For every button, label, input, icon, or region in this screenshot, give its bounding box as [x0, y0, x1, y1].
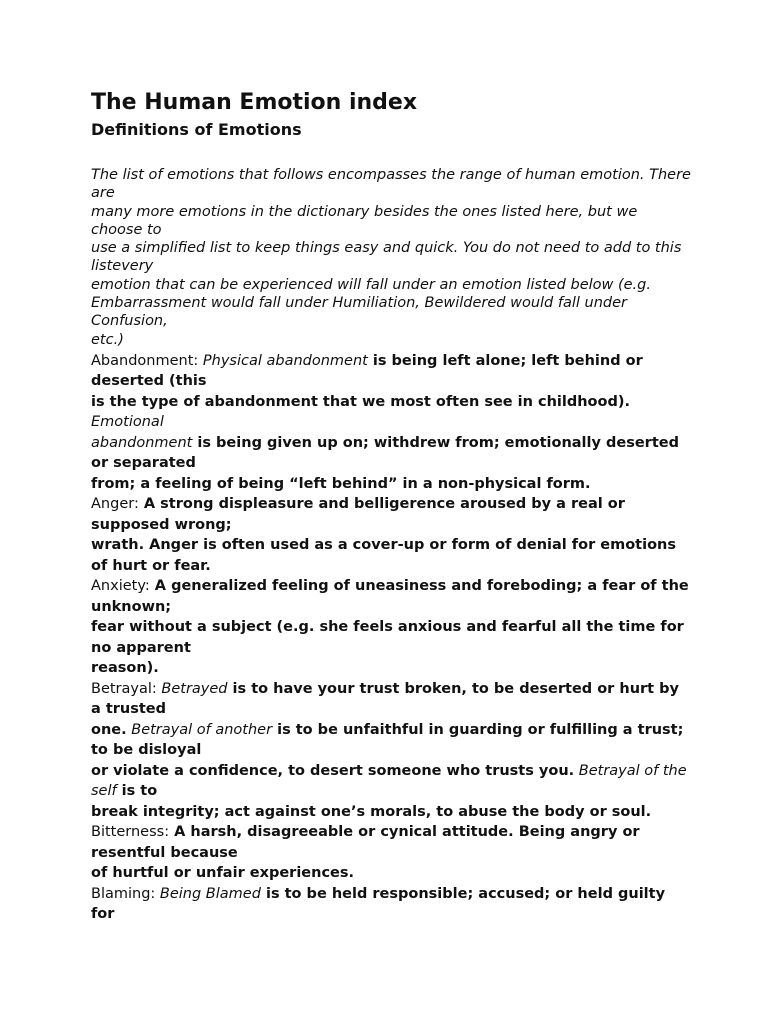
italic-phrase: Physical abandonment — [202, 352, 368, 369]
intro-line: etc.) — [91, 331, 124, 348]
definition-text: is the type of abandonment that we most often see in childhood). — [91, 393, 630, 410]
definition-text: A harsh, disagreeable or cynical attitude. Being angry or resentful because — [91, 824, 640, 861]
emotion-term: Anger: — [91, 496, 139, 513]
entry-line — [91, 576, 691, 617]
definition-text: is to — [116, 783, 158, 800]
definition-text: one. — [91, 721, 127, 738]
definition-text: A strong displeasure and belligerence aroused by a real or supposed wrong; — [91, 496, 625, 533]
intro-line: many more emotions in the dictionary besides the ones listed here, but we choose to — [91, 203, 638, 238]
document-subtitle: Definitions of Emotions — [91, 120, 302, 139]
entry-line — [91, 679, 691, 720]
definition-text: is to be unfaithful in guarding or fulfilling a trust; to be disloyal — [91, 721, 684, 759]
entry-line — [91, 761, 691, 802]
italic-phrase: Betrayal of the self — [91, 762, 687, 800]
emotion-definitions-list — [91, 351, 691, 925]
emotion-entry — [91, 822, 691, 884]
emotion-entry — [91, 494, 691, 576]
intro-line: The list of emotions that follows encompasses the range of human emotion. There are — [91, 167, 691, 202]
italic-phrase: Being Blamed — [159, 885, 261, 902]
document-title: The Human Emotion index — [91, 90, 418, 115]
italic-phrase: abandonment — [91, 434, 193, 451]
emotion-entry — [91, 351, 691, 495]
definition-text: is to be held responsible; accused; or held guilty for — [91, 885, 666, 923]
entry-line — [91, 884, 691, 925]
entry-line — [91, 351, 691, 392]
entry-line — [91, 535, 691, 576]
emotion-term: Abandonment: — [91, 352, 199, 369]
emotion-entry — [91, 679, 691, 823]
italic-phrase: Emotional — [91, 414, 164, 431]
entry-line — [91, 658, 691, 679]
definition-text: or violate a confidence, to desert someone who trusts you. — [91, 762, 575, 779]
emotion-term: Blaming: — [91, 885, 156, 902]
entry-line — [91, 720, 691, 761]
definition-text: A generalized feeling of uneasiness and foreboding; a fear of the unknown; — [91, 578, 689, 615]
italic-phrase: Betrayal of another — [126, 721, 273, 738]
document-page — [91, 88, 691, 925]
entry-line — [91, 392, 691, 433]
emotion-term: Anxiety: — [91, 578, 150, 595]
emotion-entry — [91, 576, 691, 679]
definition-text: wrath. Anger is often used as a cover-up or form of denial for emotions of hurt or fear. — [91, 537, 676, 574]
intro-line: Embarrassment would fall under Humiliation, Bewildered would fall under Confusion, — [91, 295, 627, 330]
emotion-entry — [91, 884, 691, 925]
definition-text: is to have your trust broken, to be deserted or hurt by a trusted — [91, 680, 679, 718]
definition-text: is being given up on; withdrew from; emotionally deserted or separated — [91, 434, 679, 472]
entry-line — [91, 494, 691, 535]
entry-line — [91, 863, 691, 884]
definition-text: from; a feeling of being “left behind” in a non-physical form. — [91, 475, 591, 492]
intro-line: use a simplified list to keep things easy and quick. You do not need to add to this listevery — [91, 240, 682, 275]
definition-text: reason). — [91, 660, 159, 677]
definition-text: is being left alone; left behind or deserted (this — [91, 352, 643, 390]
definition-text: break integrity; act against one’s morals, to abuse the body or soul. — [91, 803, 652, 820]
emotion-term: Betrayal: — [91, 680, 157, 697]
definition-text: of hurtful or unfair experiences. — [91, 865, 355, 882]
entry-line — [91, 617, 691, 658]
emotion-term: Bitterness: — [91, 824, 170, 841]
intro-paragraph — [91, 166, 691, 349]
italic-phrase: Betrayed — [161, 680, 228, 697]
definition-text: fear without a subject (e.g. she feels anxious and fearful all the time for no apparent — [91, 619, 684, 656]
intro-line: emotion that can be experienced will fall under an emotion listed below (e.g. — [91, 276, 651, 293]
entry-line — [91, 802, 691, 823]
entry-line — [91, 822, 691, 863]
entry-line — [91, 433, 691, 474]
entry-line — [91, 474, 691, 495]
